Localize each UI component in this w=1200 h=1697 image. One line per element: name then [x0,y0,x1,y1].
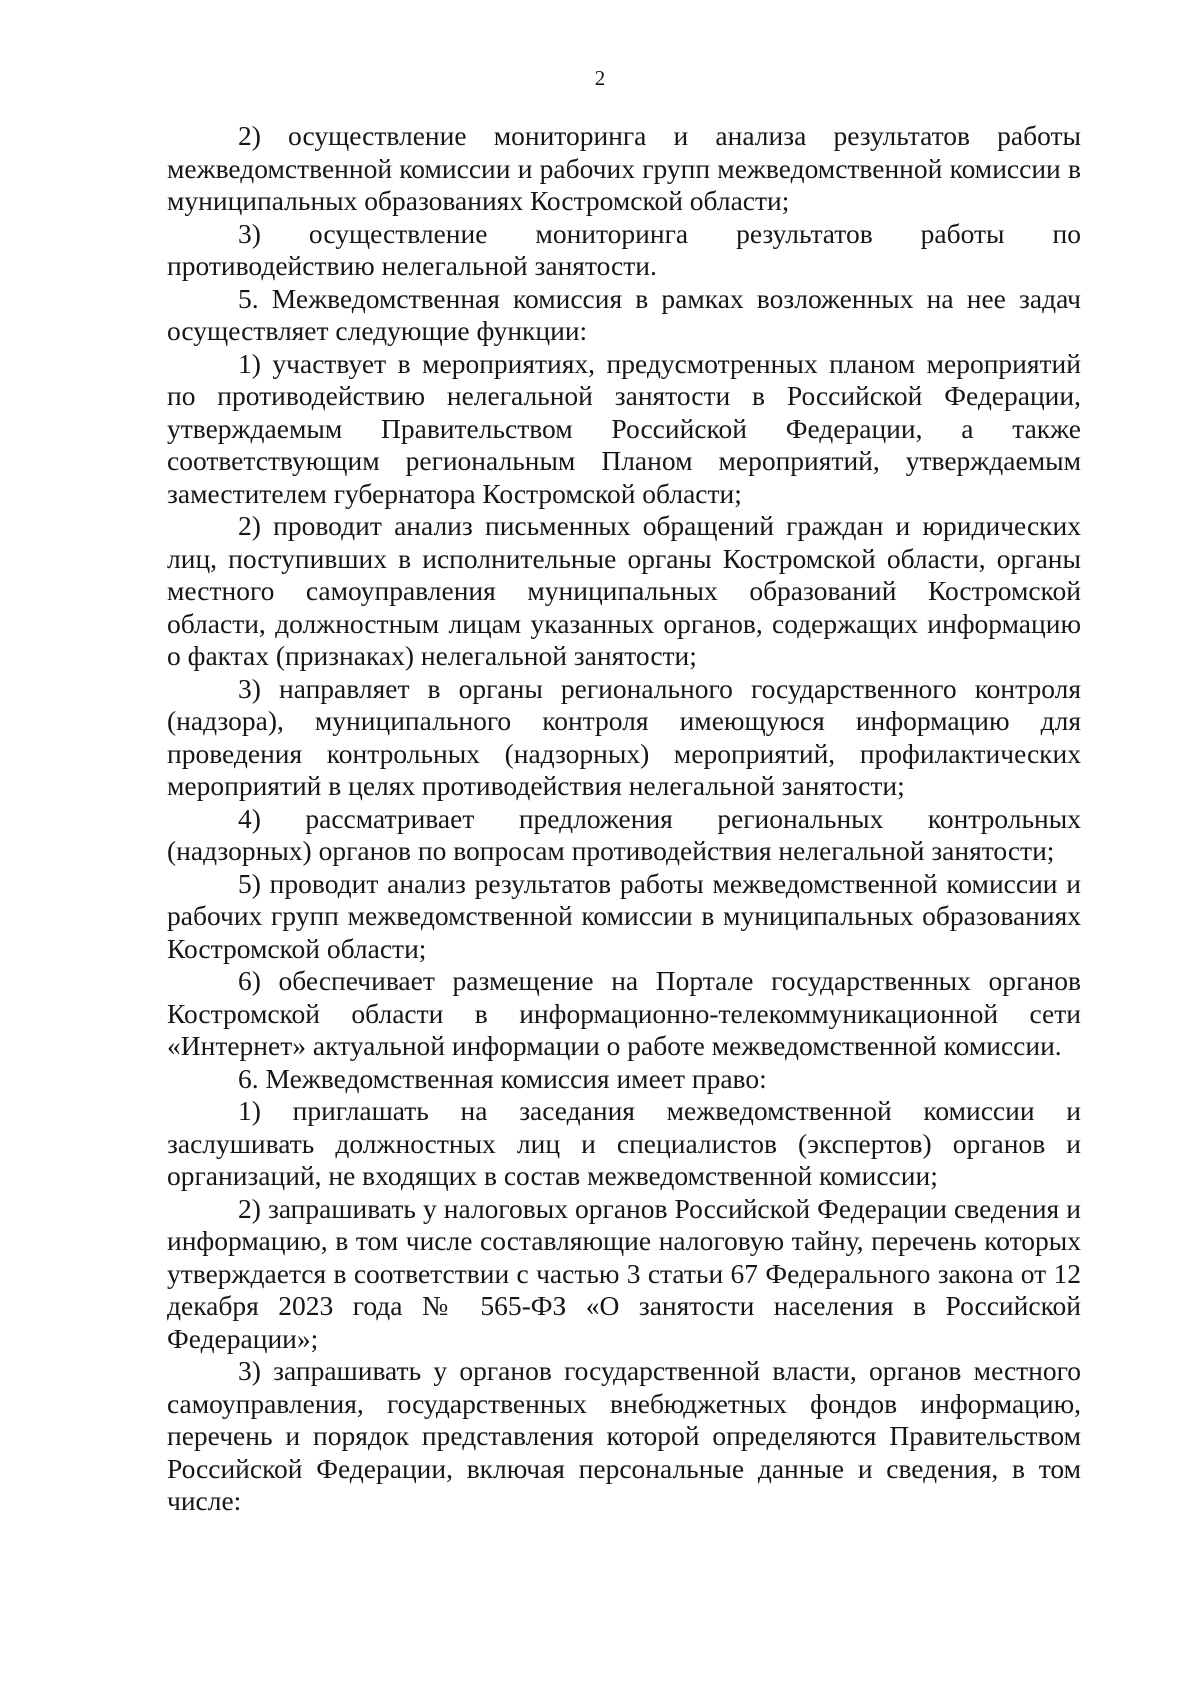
paragraph-right-1: 1) приглашать на заседания межведомственной комиссии и заслушивать должностных лиц и специалистов (экспертов) органов и организаций, не входящих в состав межведомственной комиссии; [167,1095,1081,1191]
paragraph-section-5-functions: 5. Межведомственная комиссия в рамках возложенных на нее задач осуществляет следующие функции: [167,282,1081,346]
paragraph-function-5: 5) проводит анализ результатов работы межведомственной комиссии и рабочих групп межведомственной комиссии в муниципальных образованиях Костромской области; [167,867,1081,964]
paragraph-function-1: 1) участвует в мероприятиях, предусмотренных планом мероприятий по противодействию нелегальной занятости в Российской Федерации, утверждаемым Правительством Российской Федерации, а также соответствующим региональным Планом мероприятий, утверждаемым заместителем губернатора Костромской области; [167,347,1081,509]
paragraph-function-2: 2) проводит анализ письменных обращений граждан и юридических лиц, поступивших в исполнительные органы Костромской области, органы местного самоуправления муниципальных образований Костромской области, должностным лицам указанных органов, содержащих информацию о фактах (признаках) нелегальной занятости; [167,510,1081,671]
paragraph-item-3-monitoring-results: 3) осуществление мониторинга результатов работы по противодействию нелегальной занятости. [167,217,1081,281]
paragraph-function-3: 3) направляет в органы регионального государственного контроля (надзора), муниципального контроля имеющуюся информацию для проведения контрольных (надзорных) мероприятий, профилактических мероприятий в целях противодействия нелегальной занятости; [167,672,1081,801]
paragraph-section-6-rights: 6. Межведомственная комиссия имеет право: [238,1062,767,1094]
paragraph-right-3: 3) запрашивать у органов государственной власти, органов местного самоуправления, государственных внебюджетных фондов информацию, перечень и порядок представления которой определяются Правительством Российской Федерации, включая персональные данные и сведения, в том числе: [167,1355,1081,1516]
document-body [167,120,1081,1518]
paragraph-function-6: 6) обеспечивает размещение на Портале государственных органов Костромской области в информационно-телекоммуникационной сети «Интернет» актуальной информации о работе межведомственной комиссии. [167,965,1081,1061]
paragraph-item-2-monitoring-analysis: 2) осуществление мониторинга и анализа результатов работы межведомственной комиссии и рабочих групп межведомственной комиссии в муниципальных образованиях Костромской области; [167,120,1081,216]
paragraph-right-2: 2) запрашивать у налоговых органов Российской Федерации сведения и информацию, в том числе составляющие налоговую тайну, перечень которых утверждается в соответствии с частью 3 статьи 67 Федерального закона от 12 декабря 2023 года № 565-ФЗ «О занятости населения в Российской Федерации»; [167,1192,1081,1354]
paragraph-function-4: 4) рассматривает предложения региональных контрольных (надзорных) органов по вопросам противодействия нелегальной занятости; [167,802,1081,866]
page-number: 2 [594,66,606,90]
